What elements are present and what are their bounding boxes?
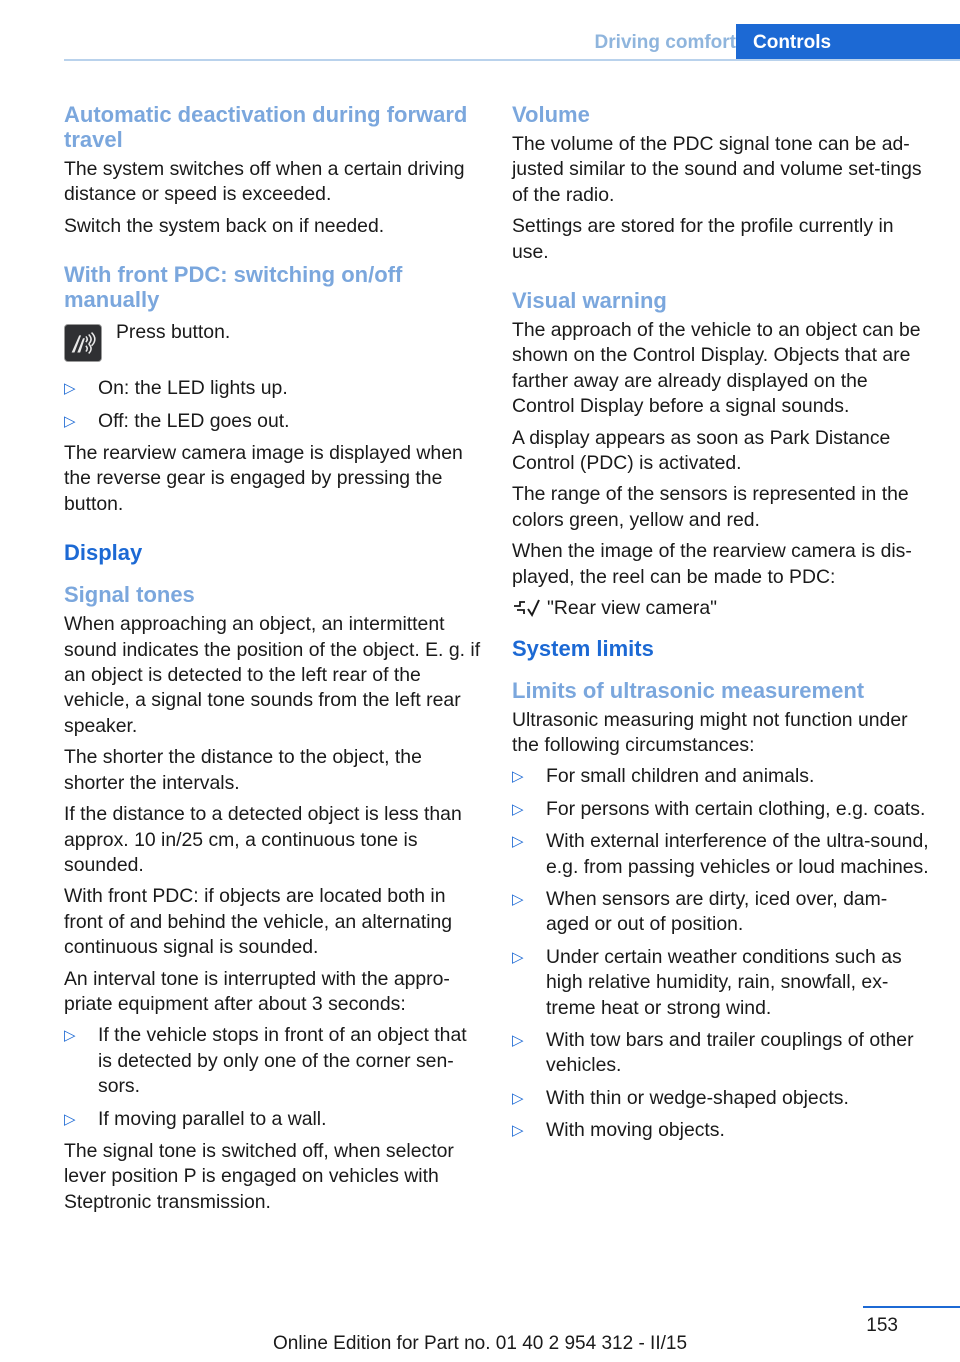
paragraph: The rearview camera image is displayed when the reverse gear is engaged by pressing the button. (64, 442, 463, 515)
bullet-triangle-icon: ▷ (64, 380, 76, 398)
bullet-triangle-icon: ▷ (512, 800, 524, 818)
list-item: ▷ For small children and animals. (512, 764, 930, 789)
bullet-triangle-icon: ▷ (512, 948, 524, 966)
bullet-triangle-icon: ▷ (512, 833, 524, 851)
list-item: ▷ With tow bars and trailer couplings of other vehicles. (512, 1028, 914, 1077)
heading-automatic-deactivation: Automatic deactivation during forward travel (64, 102, 468, 152)
heading-signal-tones: Signal tones (64, 582, 195, 608)
page-number: 153 (866, 1315, 898, 1336)
footer-rule (863, 1306, 960, 1308)
heading-visual-warning: Visual warning (512, 288, 667, 314)
heading-front-pdc: With front PDC: switching on/off manually (64, 262, 403, 313)
paragraph: When approaching an object, an intermittent sound indicates the position of the object. E. g. if an object is detected to the left rear of the vehicle, a signal tone sounds from the left rear speaker. (64, 613, 481, 737)
paragraph: Ultrasonic measuring might not function under the following circumstances: (512, 708, 908, 756)
list-item: ▷ With moving objects. (512, 1118, 930, 1143)
paragraph: The shorter the distance to the object, the shorter the intervals. (64, 746, 422, 794)
bullet-triangle-icon: ▷ (512, 1031, 524, 1049)
heading-ultrasonic-limits: Limits of ultrasonic measurement (512, 677, 865, 703)
bullet-triangle-icon: ▷ (512, 1089, 524, 1107)
press-button-row (64, 320, 482, 362)
paragraph: If the distance to a detected object is less than approx. 10 in/25 cm, a continuous tone is sounded. (64, 803, 462, 876)
header-chapter-tab: Controls (736, 24, 960, 61)
list-item: ▷ If moving parallel to a wall. (64, 1107, 482, 1132)
rear-view-camera-row (512, 596, 930, 621)
bullet-triangle-icon: ▷ (512, 890, 524, 908)
list-item: ▷ When sensors are dirty, iced over, dam‐aged or out of position. (512, 887, 888, 936)
right-column (512, 102, 930, 1151)
paragraph: An interval tone is interrupted with the appro‐priate equipment after about 3 seconds: (64, 967, 450, 1015)
left-column (64, 102, 482, 1221)
list-interval-tone (64, 1023, 482, 1132)
list-ultrasonic-circumstances (512, 764, 930, 1143)
heading-system-limits: System limits (512, 635, 654, 661)
paragraph: The signal tone is switched off, when selector lever position P is engaged on vehicles with Steptronic transmission. (64, 1139, 454, 1213)
page-header (64, 24, 960, 61)
header-rule (64, 59, 960, 61)
list-item: ▷ For persons with certain clothing, e.g. coats. (512, 797, 930, 822)
heading-display: Display (64, 540, 143, 566)
list-item: ▷ Under certain weather conditions such as high relative humidity, rain, snowfall, ex‐treme heat or strong wind. (512, 945, 902, 1019)
camera-menu-icon (512, 596, 546, 620)
heading-volume: Volume (512, 102, 590, 127)
list-led (64, 376, 482, 434)
list-item: ▷ Off: the LED goes out. (64, 409, 482, 434)
paragraph: Settings are stored for the profile currently in use. (512, 215, 894, 263)
header-section-label: Driving comfort (594, 32, 736, 53)
paragraph: With front PDC: if objects are located both in front of and behind the vehicle, an alternating continuous signal is sounded. (64, 885, 453, 959)
bullet-triangle-icon: ▷ (512, 768, 524, 786)
list-item: ▷ On: the LED lights up. (64, 376, 482, 401)
press-button-text: Press button. (116, 321, 231, 344)
paragraph: Switch the system back on if needed. (64, 214, 385, 237)
bullet-triangle-icon: ▷ (64, 1110, 76, 1128)
pdc-button-icon (64, 324, 102, 362)
list-item: ▷ If the vehicle stops in front of an object that is detected by only one of the corner sen‐sors. (64, 1024, 467, 1098)
bullet-triangle-icon: ▷ (64, 412, 76, 430)
list-item: ▷ With external interference of the ultra‐sound, e.g. from passing vehicles or loud machines. (512, 830, 929, 878)
paragraph: When the image of the rearview camera is dis‐played, the reel can be made to PDC: (512, 540, 912, 588)
bullet-triangle-icon: ▷ (64, 1027, 76, 1045)
paragraph: A display appears as soon as Park Distance Control (PDC) is activated. (512, 426, 891, 475)
paragraph: The approach of the vehicle to an object can be shown on the Control Display. Objects that are farther away are already displayed on the Control Display before a signal sounds. (512, 319, 921, 418)
paragraph: The system switches off when a certain driving distance or speed is exceeded. (64, 158, 465, 206)
rear-view-camera-menu-text: "Rear view camera" (547, 597, 718, 620)
bullet-triangle-icon: ▷ (512, 1122, 524, 1140)
paragraph: The volume of the PDC signal tone can be ad‐justed similar to the sound and volume set‐tings of the radio. (512, 133, 922, 206)
edition-note: Online Edition for Part no. 01 40 2 954 312 - II/15 (272, 1333, 688, 1354)
paragraph: The range of the sensors is represented in the colors green, yellow and red. (512, 483, 909, 531)
list-item: ▷ With thin or wedge-shaped objects. (512, 1086, 930, 1111)
